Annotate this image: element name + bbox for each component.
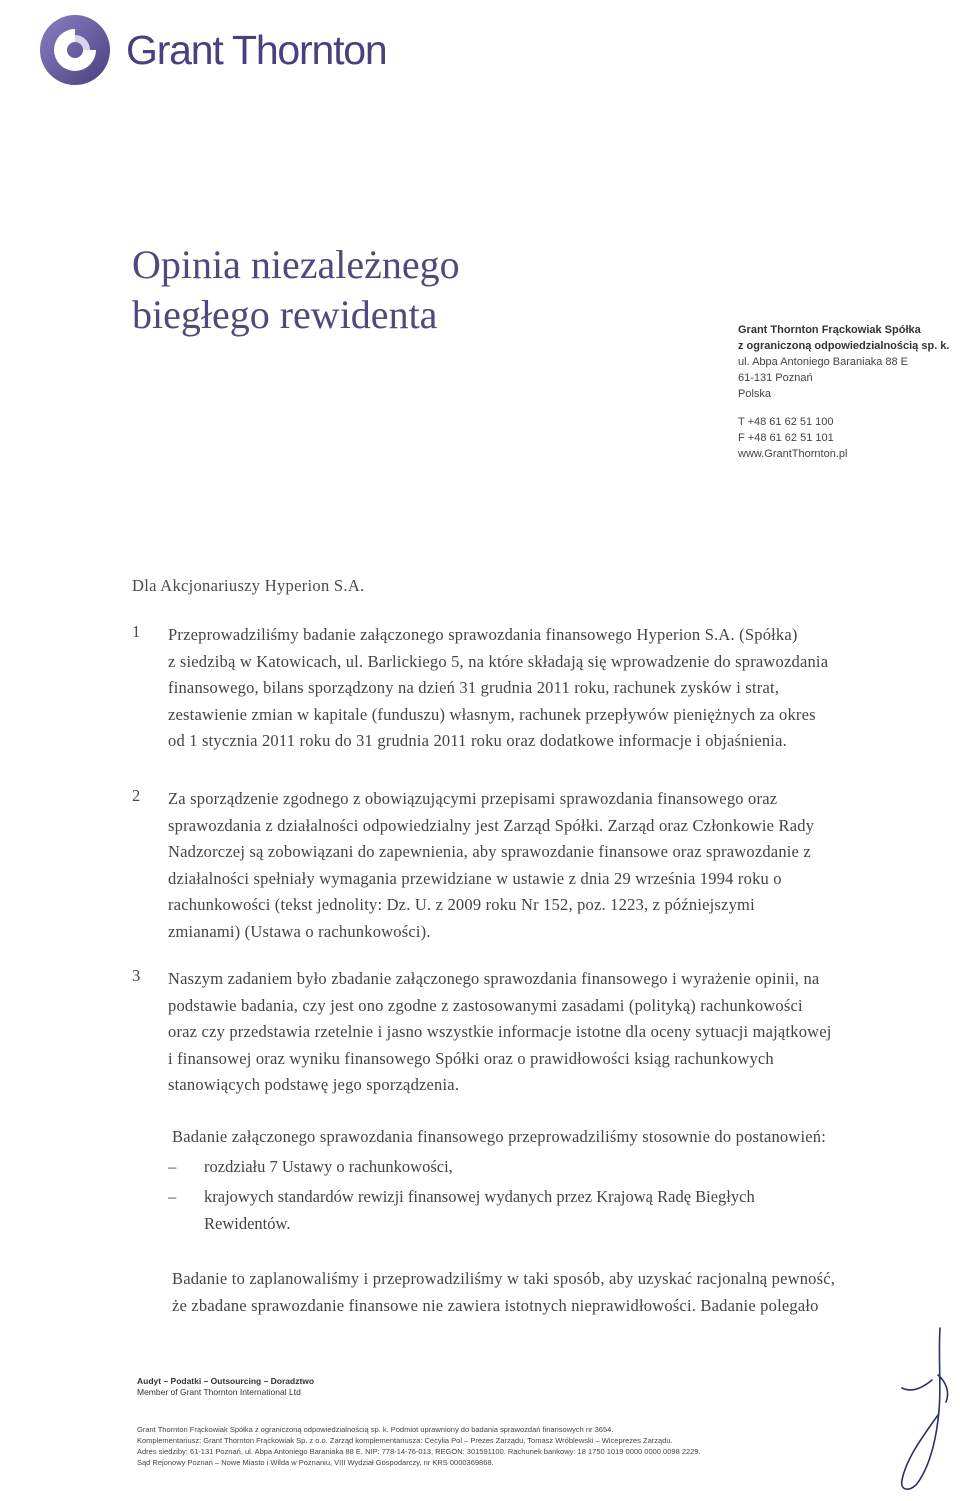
text-line: i finansowej oraz wyniku finansowego Spółki oraz o prawidłowości ksiąg rachunkowych xyxy=(168,1048,774,1068)
handwritten-signature xyxy=(880,1320,960,1500)
text-line: Przeprowadziliśmy badanie załączonego sprawozdania finansowego Hyperion S.A. (Spółka) xyxy=(168,625,798,644)
list-dash: – xyxy=(168,1157,177,1176)
text-line: oraz czy przedstawia rzetelnie i jasno wszystkie informacje istotne dla oceny sytuacji majątkowej xyxy=(168,1022,832,1041)
company-address xyxy=(738,322,958,462)
text-line: z siedzibą w Katowicach, ul. Barlickiego 5, na które składają się wprowadzenie do sprawozdania xyxy=(168,651,829,671)
text-line: rozdziału 7 Ustawy o rachunkowości, xyxy=(204,1157,453,1176)
text-line: od 1 stycznia 2011 roku do 31 grudnia 2011 roku oraz dodatkowe informacje i objaśnienia. xyxy=(168,731,787,750)
text-line: że zbadane sprawozdanie finansowe nie zawiera istotnych nieprawidłowości. Badanie polegało xyxy=(172,1295,819,1315)
text-line: Za sporządzenie zgodnego z obowiązującymi przepisami sprawozdania finansowego oraz xyxy=(168,789,778,808)
text-line: zestawienie zmian w kapitale (funduszu) własnym, rachunek przepływów pieniężnych za okres xyxy=(168,704,816,724)
standards-intro: Badanie załączonego sprawozdania finansowego przeprowadziliśmy stosownie do postanowień: xyxy=(172,1127,827,1146)
company-name-line: Grant Thornton Frąckowiak Spółka xyxy=(738,324,921,336)
text-line: stanowiących podstawę jego sporządzenia. xyxy=(168,1075,460,1094)
address-city: 61-131 Poznań xyxy=(738,372,813,384)
page-title xyxy=(132,240,632,340)
legal-line: Adres siedziby: 61-131 Poznań, ul. Abpa Antoniego Baraniaka 88 E. NIP: 778-14-76-013, REGON: 301591100. Rachunek bankowy: 18 1750 1019 0000 0000 0098 2229. xyxy=(137,1447,701,1456)
address-country: Polska xyxy=(738,388,772,400)
salutation: Dla Akcjonariuszy Hyperion S.A. xyxy=(132,576,365,595)
list-dash: – xyxy=(168,1187,177,1206)
text-line: Naszym zadaniem było zbadanie załączonego sprawozdania finansowego i wyrażenie opinii, na xyxy=(168,969,820,988)
footer-legal xyxy=(137,1424,837,1468)
text-line: rachunkowości (tekst jednolity: Dz. U. z 2009 roku Nr 152, poz. 1223, z późniejszymi xyxy=(168,895,755,914)
company-name-line: z ograniczoną odpowiedzialnością sp. k. xyxy=(738,340,950,352)
logo-wordmark: Grant Thornton xyxy=(126,26,387,73)
text-line: Nadzorczej są zobowiązani do zapewnienia, aby sprawozdanie finansowe oraz sprawozdanie z xyxy=(168,842,811,861)
footer-services-line: Audyt – Podatki – Outsourcing – Doradztwo xyxy=(137,1376,315,1386)
address-phone: T +48 61 62 51 100 xyxy=(738,416,834,428)
address-street: ul. Abpa Antoniego Baraniaka 88 E xyxy=(738,356,909,368)
paragraph-number: 3 xyxy=(132,966,141,985)
legal-line: Komplementariusz: Grant Thornton Frąckowiak Sp. z o.o. Zarząd komplementariusza: Cecylia Pol – Prezes Zarządu, Tomasz Wróblewski – Wiceprezes Zarządu. xyxy=(137,1436,673,1445)
text-line: zmianami) (Ustawa o rachunkowości). xyxy=(168,921,431,941)
title-line: biegłego rewidenta xyxy=(132,292,438,337)
text-line: działalności spełniały wymagania przewidziane w ustawie z dnia 29 września 1994 roku o xyxy=(168,868,782,888)
company-logo xyxy=(38,10,387,90)
text-line: Badanie to zaplanowaliśmy i przeprowadziliśmy w taki sposób, aby uzyskać racjonalną pewność, xyxy=(172,1269,836,1288)
text-line: sprawozdania z działalności odpowiedzialny jest Zarząd Spółki. Zarząd oraz Członkowie Rady xyxy=(168,815,815,835)
text-line: podstawie badania, czy jest ono zgodne z zastosowanymi zasadami (polityką) rachunkowości xyxy=(168,995,803,1015)
footer-member-line: Member of Grant Thornton International Ltd xyxy=(137,1387,301,1397)
footer-services xyxy=(137,1376,314,1398)
paragraph-number: 1 xyxy=(132,622,141,641)
address-fax: F +48 61 62 51 101 xyxy=(738,432,834,444)
address-website: www.GrantThornton.pl xyxy=(738,448,848,460)
text-line: finansowego, bilans sporządzony na dzień 31 grudnia 2011 roku, rachunek zysków i strat, xyxy=(168,678,780,697)
title-line: Opinia niezależnego xyxy=(132,242,460,287)
planning-paragraph xyxy=(172,1266,942,1319)
legal-line: Sąd Rejonowy Poznań – Nowe Miasto i Wilda w Poznaniu, VIII Wydział Gospodarczy, nr KRS 0000369868. xyxy=(137,1458,494,1467)
text-line: Rewidentów. xyxy=(204,1213,291,1233)
paragraph-number: 2 xyxy=(132,786,141,805)
legal-line: Grant Thornton Frąckowiak Spółka z ograniczoną odpowiedzialnością sp. k. Podmiot uprawniony do badania sprawozdań finansowych nr 3654. xyxy=(137,1425,614,1434)
text-line: krajowych standardów rewizji finansowej wydanych przez Krajową Radę Biegłych xyxy=(204,1187,755,1206)
grant-thornton-logo-icon xyxy=(38,13,112,87)
